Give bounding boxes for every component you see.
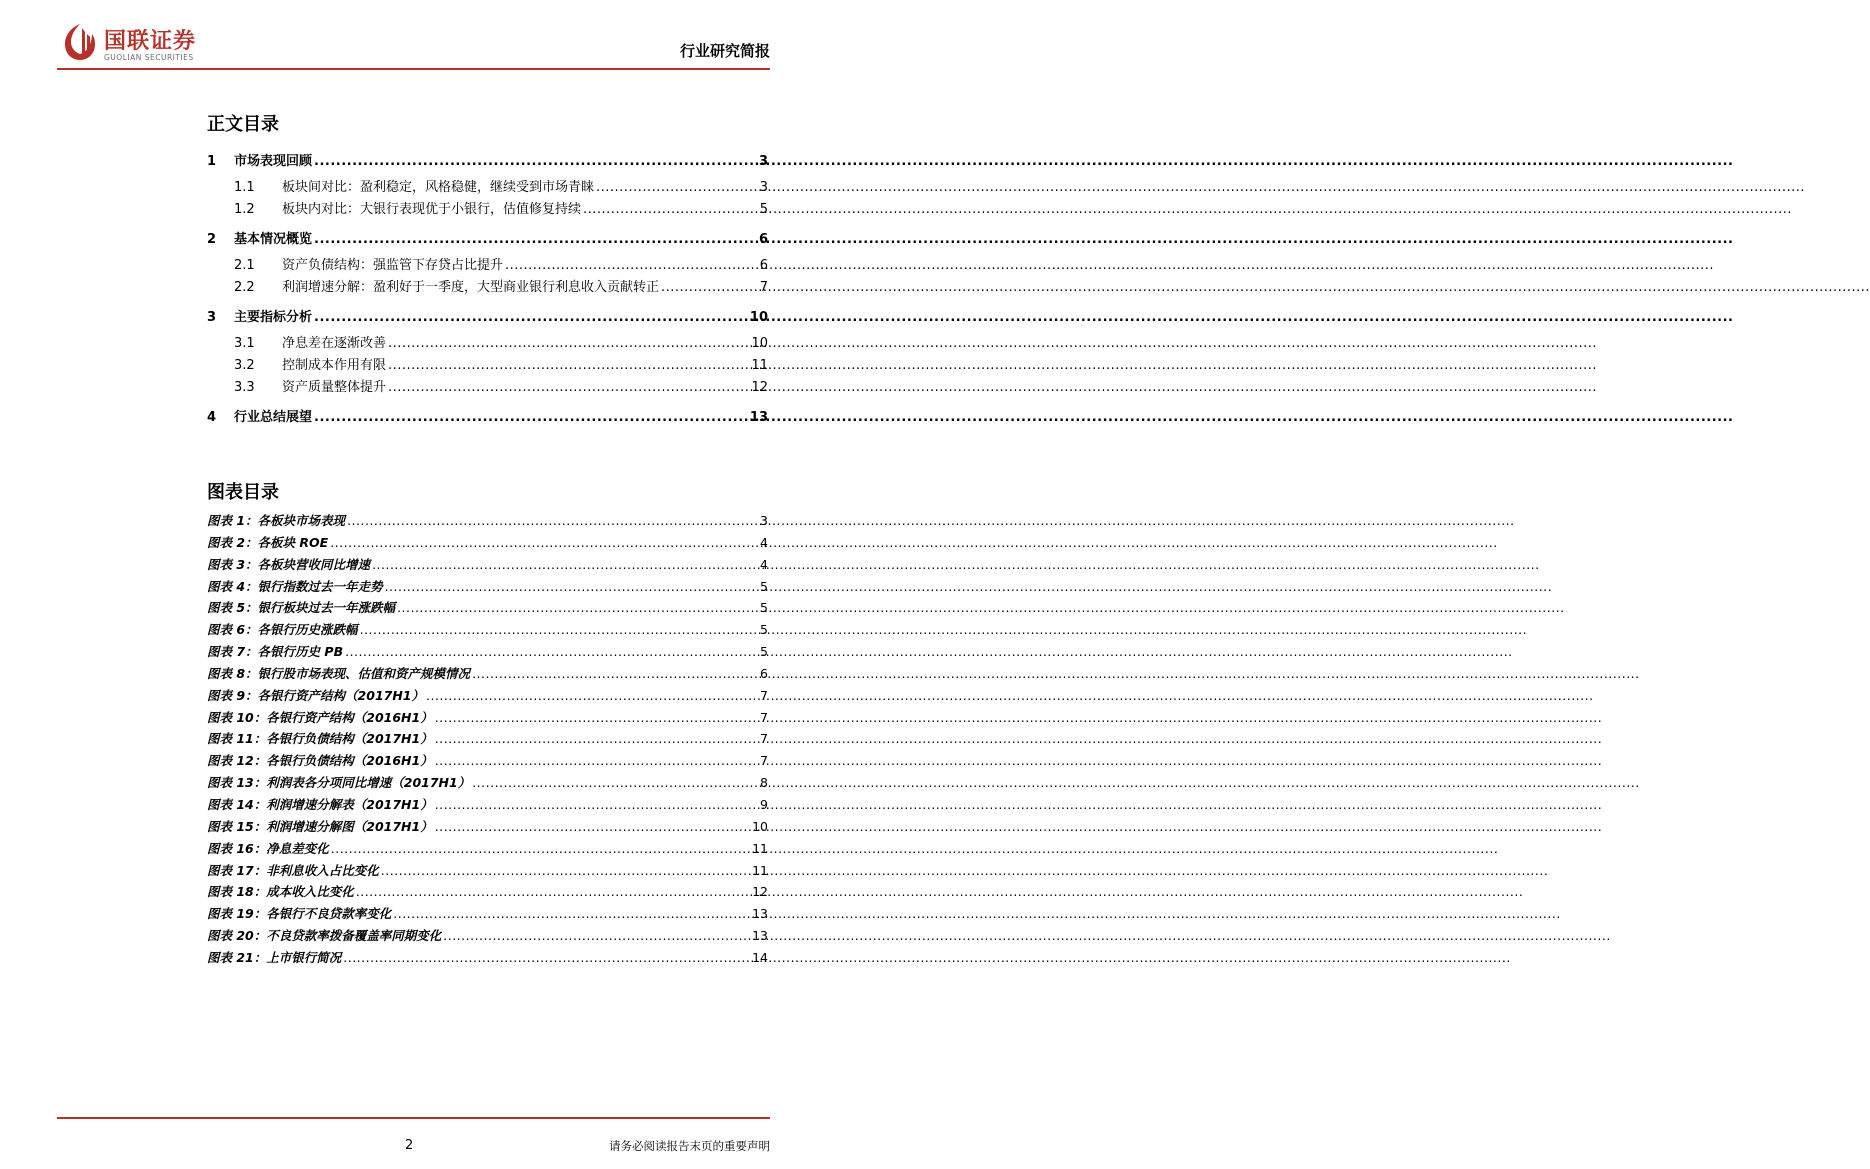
figure-list-entry[interactable] xyxy=(207,882,768,904)
figure-dot-leader xyxy=(472,666,758,681)
figure-entry-title: 图表 15：利润增速分解图（2017H1） xyxy=(207,818,433,834)
toc-entry-number: 2 xyxy=(207,232,217,247)
figure-entry-title: 图表 17：非利息收入占比变化 xyxy=(207,862,379,878)
figure-entry-title: 图表 9：各银行资产结构（2017H1） xyxy=(207,687,424,703)
figures-list xyxy=(207,511,768,970)
figure-entry-page: 5 xyxy=(760,644,768,660)
figure-list-entry[interactable] xyxy=(207,795,768,817)
toc-entry-page: 6 xyxy=(759,258,768,273)
figure-entry-page: 14 xyxy=(752,949,768,965)
toc-entry-title: 主要指标分析 xyxy=(234,310,313,325)
figure-list-entry[interactable] xyxy=(207,642,768,664)
footer-disclaimer: 请务必阅读报告末页的重要声明 xyxy=(609,1139,770,1153)
toc-entry-page: 3 xyxy=(758,154,768,169)
figure-entry-page: 7 xyxy=(760,753,768,769)
page-number: 2 xyxy=(405,1138,414,1153)
toc-section-entry[interactable] xyxy=(207,150,768,174)
company-logo xyxy=(62,22,222,66)
figure-dot-leader xyxy=(472,775,758,790)
figure-entry-title: 图表 10：各银行资产结构（2016H1） xyxy=(207,709,433,725)
figure-list-entry[interactable] xyxy=(207,861,768,883)
toc-dot-leader xyxy=(314,410,748,425)
toc-entry-title: 板块间对比：盈利稳定，风格稳健，继续受到市场青睐 xyxy=(282,180,595,195)
figure-entry-title: 图表 14：利润增速分解表（2017H1） xyxy=(207,796,433,812)
figure-entry-page: 10 xyxy=(752,818,768,834)
figure-entry-page: 4 xyxy=(760,556,768,572)
figure-entry-page: 12 xyxy=(752,884,768,900)
page-header xyxy=(57,16,770,68)
toc-dot-leader xyxy=(314,154,757,169)
figure-entry-page: 8 xyxy=(760,775,768,791)
logo-english-name: GUOLIAN SECURITIES xyxy=(104,53,194,62)
toc-entry-page: 6 xyxy=(758,232,768,247)
toc-entry-number: 3 xyxy=(207,310,217,325)
toc-dot-leader xyxy=(661,280,758,295)
figure-entry-page: 13 xyxy=(752,928,768,944)
figure-entry-title: 图表 1：各板块市场表现 xyxy=(207,513,346,528)
figure-entry-title: 图表 18：成本收入比变化 xyxy=(207,884,354,900)
figure-entry-title: 图表 3：各板块营收同比增速 xyxy=(207,556,371,572)
figure-entry-page: 13 xyxy=(752,906,768,922)
figure-list-entry[interactable] xyxy=(207,729,768,751)
figure-list-entry[interactable] xyxy=(207,555,768,577)
figure-dot-leader xyxy=(343,950,750,965)
report-type-label: 行业研究简报 xyxy=(679,42,770,60)
toc-entry-page: 12 xyxy=(751,380,768,395)
figure-entry-title: 图表 12：各银行负债结构（2016H1） xyxy=(207,753,433,769)
figure-entry-title: 图表 4：银行指数过去一年走势 xyxy=(207,578,383,594)
toc-entry-page: 10 xyxy=(749,310,768,325)
toc-entry-title: 市场表现回顾 xyxy=(234,154,313,169)
figure-dot-leader xyxy=(435,753,758,768)
figure-entry-page: 7 xyxy=(760,709,768,725)
toc-entry-number: 3.2 xyxy=(234,358,255,373)
figure-dot-leader xyxy=(330,535,758,550)
figure-list-entry[interactable] xyxy=(207,533,768,555)
figure-dot-leader xyxy=(360,622,758,637)
figure-entry-page: 4 xyxy=(760,534,768,550)
toc-entry-title: 行业总结展望 xyxy=(234,410,313,425)
figure-list-entry[interactable] xyxy=(207,577,768,599)
toc-list xyxy=(207,150,768,430)
figure-entry-page: 7 xyxy=(760,731,768,747)
logo-chinese-name: 国联证券 xyxy=(104,29,197,54)
toc-section-entry[interactable] xyxy=(207,228,768,252)
figure-dot-leader xyxy=(435,819,750,834)
figure-entry-title: 图表 19：各银行不良贷款率变化 xyxy=(207,906,392,922)
toc-subsection-entry[interactable] xyxy=(207,354,768,376)
figure-list-entry[interactable] xyxy=(207,926,768,948)
figure-entry-title: 图表 16：净息差变化 xyxy=(207,840,329,856)
toc-dot-leader xyxy=(388,358,749,373)
toc-entry-number: 1 xyxy=(207,154,217,169)
figure-entry-title: 图表 8：银行股市场表现、估值和资产规模情况 xyxy=(207,665,471,681)
figure-dot-leader xyxy=(426,688,758,703)
figure-list-entry[interactable] xyxy=(207,686,768,708)
figure-list-entry[interactable] xyxy=(207,751,768,773)
figure-dot-leader xyxy=(331,841,750,856)
figure-entry-page: 3 xyxy=(760,513,768,528)
figure-entry-page: 6 xyxy=(760,665,768,681)
toc-subsection-entry[interactable] xyxy=(207,376,768,398)
toc-section-entry[interactable] xyxy=(207,306,768,330)
header-divider xyxy=(57,68,770,70)
figure-list-entry[interactable] xyxy=(207,839,768,861)
guolian-logo-icon xyxy=(62,22,98,62)
toc-entry-number: 4 xyxy=(207,410,217,425)
toc-dot-leader xyxy=(388,380,749,395)
figure-dot-leader xyxy=(393,906,750,921)
figure-entry-title: 图表 11：各银行负债结构（2017H1） xyxy=(207,731,433,747)
figure-dot-leader xyxy=(397,600,758,615)
figures-title: 图表目录 xyxy=(207,482,279,503)
figure-entry-page: 5 xyxy=(760,600,768,616)
figure-entry-page: 7 xyxy=(760,687,768,703)
figure-entry-title: 图表 5：银行板块过去一年涨跌幅 xyxy=(207,600,396,616)
figure-entry-title: 图表 7：各银行历史 PB xyxy=(207,644,344,660)
toc-entry-title: 控制成本作用有限 xyxy=(282,358,387,373)
figure-list-entry[interactable] xyxy=(207,598,768,620)
toc-entry-title: 资产质量整体提升 xyxy=(282,380,387,395)
toc-entry-number: 1.1 xyxy=(234,180,255,195)
toc-subsection-entry[interactable] xyxy=(207,332,768,354)
toc-entry-page: 11 xyxy=(751,358,768,373)
toc-dot-leader xyxy=(314,310,748,325)
figure-entry-page: 5 xyxy=(760,622,768,638)
toc-subsection-entry[interactable] xyxy=(207,176,768,198)
figure-dot-leader xyxy=(372,557,758,572)
figure-dot-leader xyxy=(443,928,750,943)
figure-dot-leader xyxy=(381,863,750,878)
figure-list-entry[interactable] xyxy=(207,817,768,839)
toc-entry-number: 2.1 xyxy=(234,258,255,273)
toc-entry-page: 10 xyxy=(751,336,768,351)
toc-entry-title: 资产负债结构：强监管下存贷占比提升 xyxy=(282,258,504,273)
toc-dot-leader xyxy=(314,232,757,247)
figure-entry-page: 9 xyxy=(760,796,768,812)
figure-entry-title: 图表 6：各银行历史涨跌幅 xyxy=(207,622,358,638)
figure-dot-leader xyxy=(435,710,758,725)
toc-entry-title: 基本情况概览 xyxy=(234,232,313,247)
figure-list-entry[interactable] xyxy=(207,948,768,970)
figure-entry-title: 图表 2：各板块 ROE xyxy=(207,534,329,550)
toc-dot-leader xyxy=(583,202,758,217)
toc-dot-leader xyxy=(596,180,758,195)
toc-entry-number: 3.1 xyxy=(234,336,255,351)
figure-dot-leader xyxy=(345,644,758,659)
toc-subsection-entry[interactable] xyxy=(207,198,768,220)
toc-dot-leader xyxy=(505,258,758,273)
footer-divider xyxy=(57,1117,770,1119)
figure-list-entry[interactable] xyxy=(207,708,768,730)
figure-dot-leader xyxy=(347,513,758,528)
toc-subsection-entry[interactable] xyxy=(207,254,768,276)
toc-entry-number: 1.2 xyxy=(234,202,255,217)
figure-entry-page: 11 xyxy=(752,862,768,878)
toc-entry-number: 2.2 xyxy=(234,280,255,295)
toc-entry-page: 5 xyxy=(759,202,768,217)
figure-entry-title: 图表 20：不良贷款率拨备覆盖率同期变化 xyxy=(207,928,442,944)
toc-entry-page: 7 xyxy=(759,280,768,295)
toc-subsection-entry[interactable] xyxy=(207,276,768,298)
figure-list-entry[interactable] xyxy=(207,620,768,642)
toc-entry-page: 3 xyxy=(759,180,768,195)
figure-dot-leader xyxy=(435,797,758,812)
figure-list-entry[interactable] xyxy=(207,904,768,926)
figure-entry-page: 11 xyxy=(752,840,768,856)
figure-dot-leader xyxy=(435,731,758,746)
toc-entry-title: 净息差在逐渐改善 xyxy=(282,336,387,351)
figure-list-entry[interactable] xyxy=(207,773,768,795)
toc-entry-page: 13 xyxy=(749,410,768,425)
figure-dot-leader xyxy=(385,579,758,594)
toc-title: 正文目录 xyxy=(207,114,279,135)
figure-list-entry[interactable] xyxy=(207,511,768,533)
figure-entry-title: 图表 13：利润表各分项同比增速（2017H1） xyxy=(207,775,471,791)
toc-section-entry[interactable] xyxy=(207,406,768,430)
toc-entry-number: 3.3 xyxy=(234,380,255,395)
figure-entry-page: 5 xyxy=(760,578,768,594)
toc-entry-title: 利润增速分解：盈利好于一季度，大型商业银行利息收入贡献转正 xyxy=(282,280,660,295)
figure-dot-leader xyxy=(356,884,750,899)
figure-list-entry[interactable] xyxy=(207,664,768,686)
toc-dot-leader xyxy=(388,336,749,351)
toc-entry-title: 板块内对比：大银行表现优于小银行，估值修复持续 xyxy=(282,202,582,217)
figure-entry-title: 图表 21：上市银行简况 xyxy=(207,949,342,965)
